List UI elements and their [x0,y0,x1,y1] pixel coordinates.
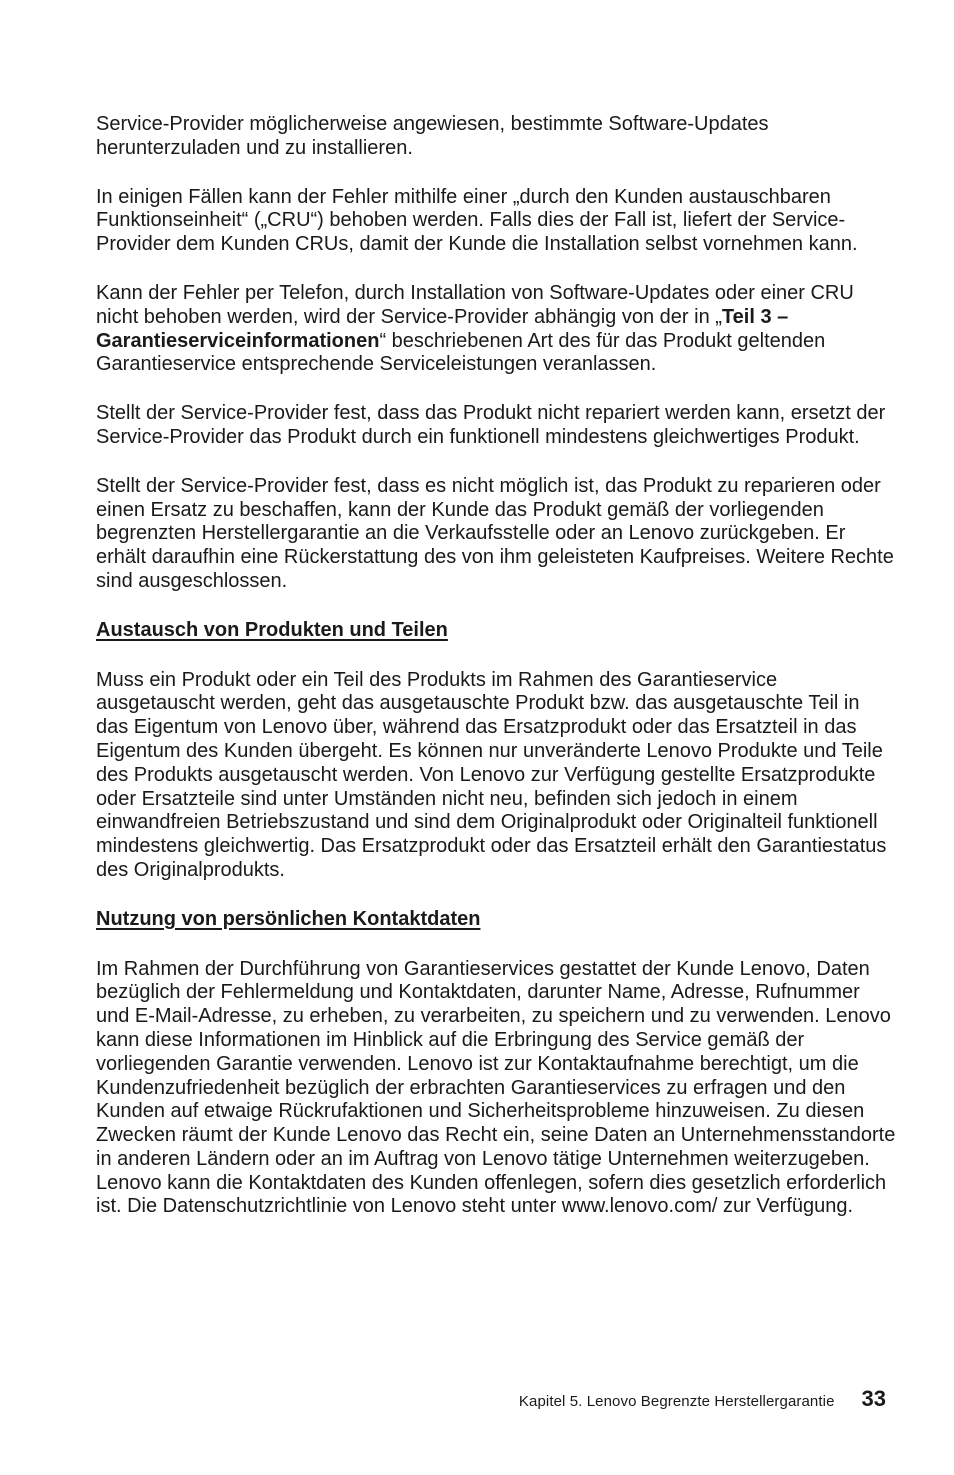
paragraph-service-levels [96,282,896,377]
heading-kontaktdaten: Nutzung von persönlichen Kontaktdaten [96,907,481,930]
paragraph-replacement: Stellt der Service-Provider fest, dass das Produkt nicht repariert werden kann, ersetzt der Service-Provider das Produkt durch ein funktionell mindestens gleichwertiges Produkt. [96,402,886,448]
paragraph-cru: In einigen Fällen kann der Fehler mithilfe einer „durch den Kunden austauschbaren Funktionseinheit“ („CRU“) behoben werden. Falls dies der Fall ist, liefert der Service-Provider dem Kunden CRUs, damit der Kunde die Installation selbst vornehmen kann. [96,185,858,256]
paragraph-kontaktdaten: Im Rahmen der Durchführung von Garantieservices gestattet der Kunde Lenovo, Daten bezüglich der Fehlermeldung und Kontaktdaten, darunter Name, Adresse, Rufnummer und E-Mail-Adresse, zu erheben, zu verarbeiten, zu speichern und zu verwenden. Lenovo kann diese Informationen im Hinblick auf die Erbringung des Service gemäß der vorliegenden Garantie verwenden. Lenovo ist zur Kontaktaufnahme berechtigt, um die Kundenzufriedenheit bezüglich der erbrachten Garantieservices zu erfragen und den Kunden auf etwaige Rückrufaktionen und Sicherheitsprobleme hinzuweisen. Zu diesen Zwecken räumt der Kunde Lenovo das Recht ein, seine Daten an Unternehmensstandorte in anderen Ländern oder an im Auftrag von Lenovo tätige Unternehmen weiterzugeben. Lenovo kann die Kontaktdaten des Kunden offenlegen, sofern dies gesetzlich erforderlich ist. Die Datenschutzrichtlinie von Lenovo steht unter www.lenovo.com/ zur Verfügung. [96,957,896,1218]
paragraph-refund: Stellt der Service-Provider fest, dass es nicht möglich ist, das Produkt zu reparieren oder einen Ersatz zu beschaffen, kann der Kunde das Produkt gemäß der vorliegenden begrenzten Herstellergarantie an die Verkaufsstelle oder an Lenovo zurückgeben. Er erhält daraufhin eine Rückerstattung des von ihm geleisteten Kaufpreises. Weitere Rechte sind ausgeschlossen. [96,474,894,592]
document-page [96,113,896,1244]
page-footer [519,1386,886,1412]
heading-austausch: Austausch von Produkten und Teilen [96,618,448,641]
paragraph-service-levels-start: Kann der Fehler per Telefon, durch Installation von Software-Updates oder einer CRU nicht behoben werden, wird der Service-Provider abhängig von der in „ [96,281,854,328]
footer-chapter-title: Kapitel 5. Lenovo Begrenzte Herstellergarantie [518,1393,835,1410]
paragraph-software-updates: Service-Provider möglicherweise angewiesen, bestimmte Software-Updates herunterzuladen und zu installieren. [96,113,769,159]
reference-teil-3: Teil 3 – Garantieserviceinformationen [96,305,789,352]
paragraph-austausch: Muss ein Produkt oder ein Teil des Produkts im Rahmen des Garantieservice ausgetauscht werden, geht das ausgetauschte Produkt bzw. das ausgetauschte Teil in das Eigentum von Lenovo über, während das Ersatzprodukt oder das Ersatzteil in das Eigentum des Kunden übergeht. Es können nur unveränderte Lenovo Produkte und Teile des Produkts ausgetauscht werden. Von Lenovo zur Verfügung gestellte Ersatzprodukte oder Ersatzteile sind unter Umständen nicht neu, befinden sich jedoch in einem einwandfreien Betriebszustand und sind dem Originalprodukt oder Originalteil funktionell mindestens gleichwertig. Das Ersatzprodukt oder das Ersatzteil erhält den Garantiestatus des Originalprodukts. [96,668,887,881]
page-number: 33 [861,1386,886,1411]
paragraph-service-levels-end: “ beschriebenen Art des für das Produkt geltenden Garantieservice entsprechende Serviceleistungen veranlassen. [96,329,826,376]
